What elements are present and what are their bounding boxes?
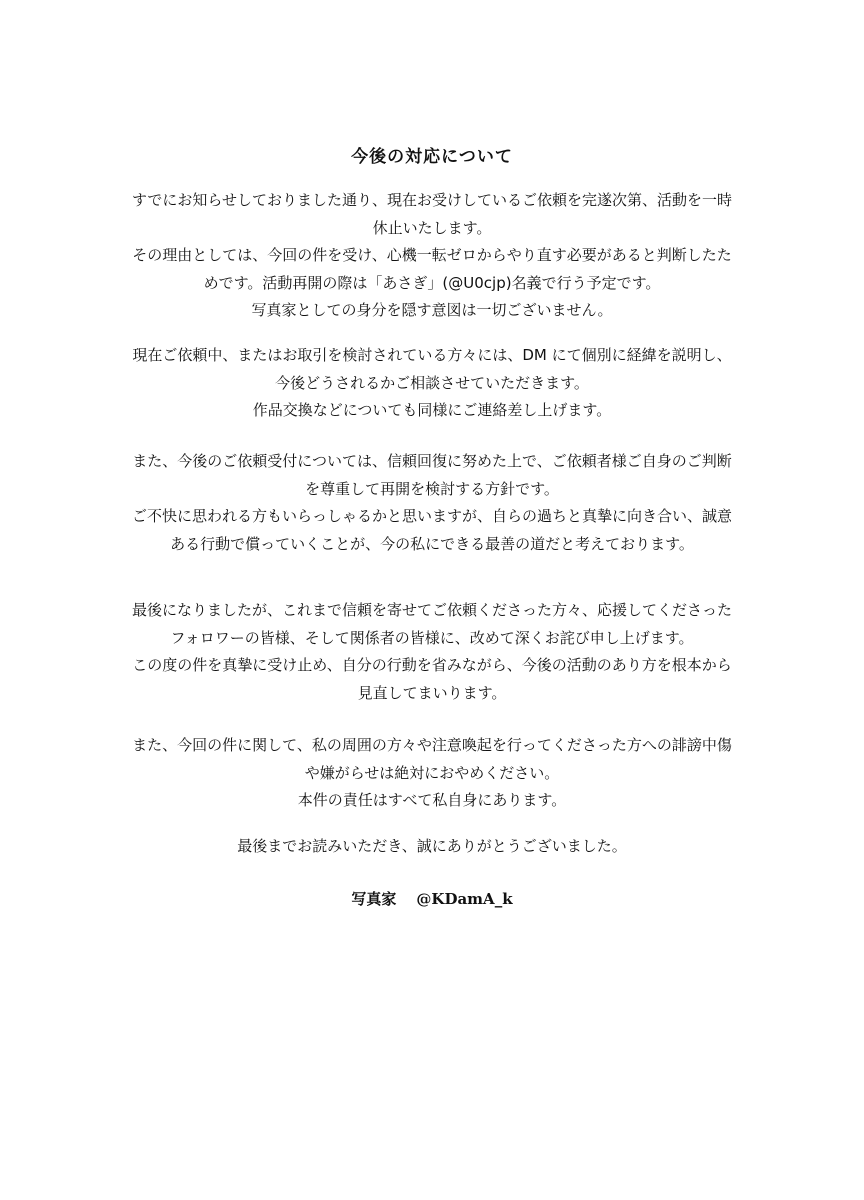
signature: [0, 888, 864, 909]
paragraph-line: 作品交換などについても同様にご連絡差し上げます。: [252, 401, 612, 419]
paragraph-4: [100, 597, 764, 707]
paragraph-line: 今後どうされるかご相談させていただきます。: [275, 373, 589, 392]
signature-role: 写真家: [351, 890, 397, 908]
paragraph-line: この度の件を真摯に受け止め、自分の行動を省みながら、今後の活動のあり方を根本から: [132, 656, 732, 674]
paragraph-line: 現在ご依頼中、またはお取引を検討されている方々には、DM にて個別に経緯を説明し、: [132, 346, 732, 364]
paragraph-line: 写真家としての身分を隠す意図は一切ございません。: [251, 301, 613, 319]
paragraph-line: 最後になりましたが、これまで信頼を寄せてご依頼くださった方々、応援してくださった: [131, 601, 732, 619]
paragraph-6: [100, 833, 764, 861]
paragraph-line: ある行動で償っていくことが、今の私にできる最善の道だと考えております。: [170, 534, 694, 553]
paragraph-line: ご不快に思われる方もいらっしゃるかと思いますが、自らの過ちと真摯に向き合い、誠意: [131, 507, 732, 525]
paragraph-line: めです。活動再開の際は「あさぎ」(@U0cjp)名義で行う予定です。: [203, 273, 661, 292]
page-title: 今後の対応について: [351, 147, 513, 167]
paragraph-line: 見直してまいります。: [357, 683, 507, 702]
signature-handle: @KDamA_k: [416, 890, 513, 908]
paragraph-line: や嫌がらせは絶対におやめください。: [304, 763, 560, 782]
paragraph-line: その理由としては、今回の件を受け、心機一転ゼロからやり直す必要があると判断したた: [132, 246, 732, 264]
paragraph-line: 最後までお読みいただき、誠にありがとうございました。: [237, 837, 627, 855]
paragraph-1: [100, 187, 764, 325]
paragraph-line: 本件の責任はすべて私自身にあります。: [297, 791, 567, 809]
paragraph-line: フォロワーの皆様、そして関係者の皆様に、改めて深くお詫び申し上げます。: [170, 628, 694, 647]
paragraph-line: を尊重して再開を検討する方針です。: [305, 479, 559, 498]
paragraph-line: 休止いたします。: [372, 218, 492, 237]
paragraph-line: また、今後のご依頼受付については、信頼回復に努めた上で、ご依頼者様ご自身のご判断: [132, 452, 732, 470]
paragraph-2: [100, 342, 764, 425]
paragraph-line: また、今回の件に関して、私の周囲の方々や注意喚起を行ってくださった方への誹謗中傷: [132, 736, 732, 754]
paragraph-3: [100, 448, 764, 558]
paragraph-line: すでにお知らせしておりました通り、現在お受けしているご依頼を完遂次第、活動を一時: [131, 191, 732, 209]
paragraph-5: [100, 732, 764, 815]
